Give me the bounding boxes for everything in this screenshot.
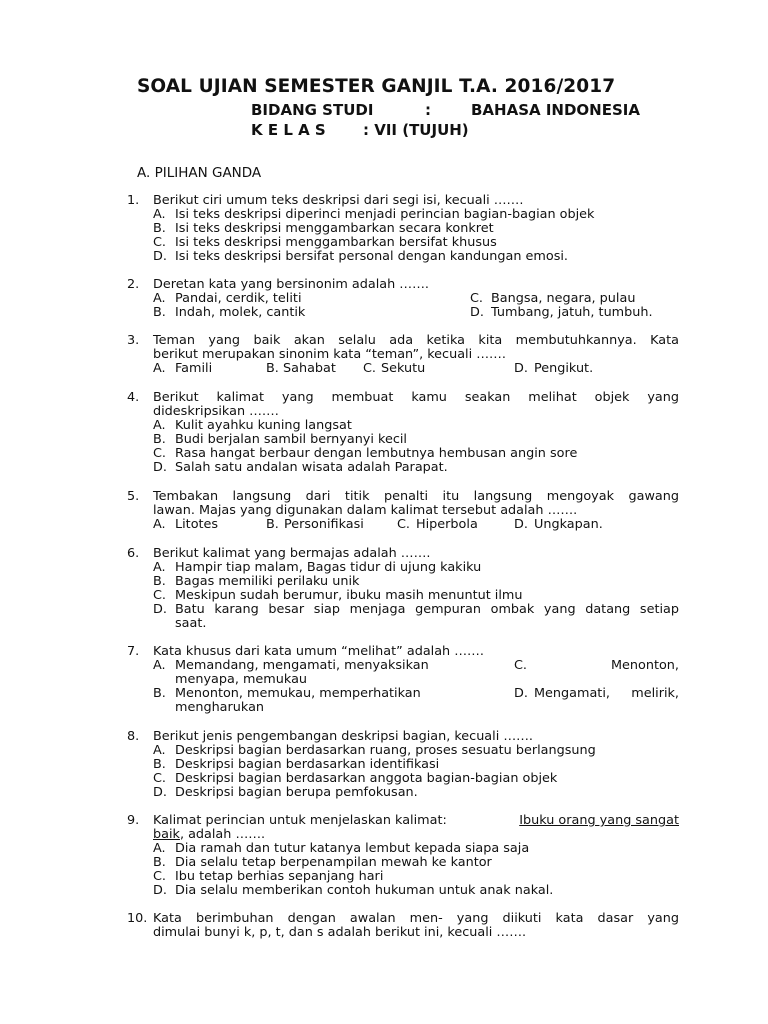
option-c: Bangsa, negara, pulau <box>491 291 636 306</box>
class-value: : VII (TUJUH) <box>363 121 469 139</box>
question-text-cont: lawan. Majas yang digunakan dalam kalimat tersebut adalah ……. <box>153 503 578 518</box>
question-text: Deretan kata yang bersinonim adalah ……. <box>153 277 429 292</box>
option-a: Memandang, mengamati, menyaksikan <box>175 658 429 673</box>
option-b-cont: mengharukan <box>175 700 265 715</box>
option-d-letter: D. <box>514 517 528 532</box>
subject-value: BAHASA INDONESIA <box>471 101 640 119</box>
option-a: Famili <box>175 361 213 376</box>
option-a: A. Kulit ayahku kuning langsat <box>153 418 352 433</box>
question-number: 8. <box>127 729 140 744</box>
option-d: Ungkapan. <box>534 517 603 532</box>
option-c: C. Ibu tetap berhias sepanjang hari <box>153 869 384 884</box>
option-c: C. Meskipun sudah berumur, ibuku masih menuntut ilmu <box>153 588 523 603</box>
option-a: A. Dia ramah dan tutur katanya lembut kepada siapa saja <box>153 841 530 856</box>
question-text-cont: dideskripsikan ……. <box>153 404 279 419</box>
question-number: 10. <box>127 911 148 926</box>
option-c: Menonton, <box>611 658 679 673</box>
question-text: Berikut ciri umum teks deskripsi dari segi isi, kecuali ……. <box>153 193 524 208</box>
option-c-letter: C. <box>397 517 411 532</box>
option-b: B. Deskripsi bagian berdasarkan identifikasi <box>153 757 440 772</box>
option-c: Hiperbola <box>416 517 478 532</box>
question-10 <box>127 912 679 940</box>
option-b: Menonton, memukau, memperhatikan <box>175 686 421 701</box>
option-b: Indah, molek, cantik <box>175 305 306 320</box>
question-1 <box>127 194 679 264</box>
question-text: Teman yang baik akan selalu ada ketika kita membutuhkannya. Kata <box>153 333 679 348</box>
subject-label: BIDANG STUDI <box>251 101 374 119</box>
option-c: C. Rasa hangat berbaur dengan lembutnya hembusan angin sore <box>153 446 578 461</box>
class-label: K E L A S <box>251 121 326 139</box>
question-5 <box>127 490 679 532</box>
option-a-letter: A. <box>153 291 166 306</box>
option-a-cont: menyapa, memukau <box>175 672 308 687</box>
question-number: 7. <box>127 644 140 659</box>
question-9 <box>127 814 679 898</box>
option-d: D. Batu karang besar siap menjaga gempuran ombak yang datang setiap <box>153 602 679 617</box>
option-d: Mengamati, melirik, <box>534 686 679 701</box>
question-text: Kalimat perincian untuk menjelaskan kalimat: <box>153 813 447 828</box>
option-c: Sekutu <box>381 361 426 376</box>
option-d-letter: D. <box>470 305 484 320</box>
option-b: Personifikasi <box>284 517 364 532</box>
option-c: C. Deskripsi bagian berdasarkan anggota bagian-bagian objek <box>153 771 558 786</box>
option-a-letter: A. <box>153 658 166 673</box>
option-d: Pengikut. <box>534 361 594 376</box>
section-title: A. PILIHAN GANDA <box>137 165 262 181</box>
option-a: A. Isi teks deskripsi diperinci menjadi perincian bagian-bagian objek <box>153 207 595 222</box>
underlined-sentence: Ibuku orang yang sangat <box>519 813 679 828</box>
question-3 <box>127 334 679 376</box>
option-d: Tumbang, jatuh, tumbuh. <box>491 305 653 320</box>
option-c-letter: C. <box>514 658 528 673</box>
question-8 <box>127 730 679 800</box>
question-number: 2. <box>127 277 140 292</box>
question-text-cont: , adalah ……. <box>179 827 266 842</box>
option-c-letter: C. <box>470 291 484 306</box>
question-number: 9. <box>127 813 140 828</box>
question-4 <box>127 391 679 475</box>
option-b-letter: B. <box>153 686 166 701</box>
option-b-letter: B. <box>266 361 279 376</box>
question-text: Berikut kalimat yang membuat kamu seakan melihat objek yang <box>153 390 679 405</box>
question-6 <box>127 547 679 631</box>
question-text: Berikut kalimat yang bermajas adalah ……. <box>153 546 431 561</box>
option-b: B. Isi teks deskripsi menggambarkan secara konkret <box>153 221 494 236</box>
option-d-cont: saat. <box>175 616 207 631</box>
option-a-letter: A. <box>153 361 166 376</box>
question-text: Tembakan langsung dari titik penalti itu langsung mengoyak gawang <box>153 489 679 504</box>
option-a: Pandai, cerdik, teliti <box>175 291 302 306</box>
subject-separator: : <box>425 101 431 119</box>
option-d: D. Isi teks deskripsi bersifat personal dengan kandungan emosi. <box>153 249 568 264</box>
question-number: 5. <box>127 489 140 504</box>
question-7 <box>127 645 679 715</box>
option-b: B. Budi berjalan sambil bernyanyi kecil <box>153 432 407 447</box>
question-number: 4. <box>127 390 140 405</box>
option-d-letter: D. <box>514 361 528 376</box>
question-number: 3. <box>127 333 140 348</box>
option-a-letter: A. <box>153 517 166 532</box>
question-text-cont: berikut merupakan sinonim kata “teman”, kecuali ……. <box>153 347 506 362</box>
question-number: 6. <box>127 546 140 561</box>
option-c-letter: C. <box>363 361 377 376</box>
option-b: B. Dia selalu tetap berpenampilan mewah ke kantor <box>153 855 492 870</box>
option-a: Litotes <box>175 517 219 532</box>
option-b-letter: B. <box>266 517 279 532</box>
exam-title: SOAL UJIAN SEMESTER GANJIL T.A. 2016/2017 <box>137 76 616 97</box>
option-d-letter: D. <box>514 686 528 701</box>
option-b: B. Bagas memiliki perilaku unik <box>153 574 360 589</box>
option-d: D. Salah satu andalan wisata adalah Parapat. <box>153 460 448 475</box>
option-b-letter: B. <box>153 305 166 320</box>
question-text: Kata berimbuhan dengan awalan men- yang diikuti kata dasar yang <box>153 911 679 926</box>
question-text: Kata khusus dari kata umum “melihat” adalah ……. <box>153 644 484 659</box>
question-2 <box>127 278 679 320</box>
option-c: C. Isi teks deskripsi menggambarkan bersifat khusus <box>153 235 497 250</box>
option-b: Sahabat <box>283 361 336 376</box>
option-d: D. Dia selalu memberikan contoh hukuman untuk anak nakal. <box>153 883 554 898</box>
option-a: A. Deskripsi bagian berdasarkan ruang, proses sesuatu berlangsung <box>153 743 596 758</box>
question-text-cont: dimulai bunyi k, p, t, dan s adalah berikut ini, kecuali ……. <box>153 925 527 940</box>
option-d: D. Deskripsi bagian berupa pemfokusan. <box>153 785 418 800</box>
option-a: A. Hampir tiap malam, Bagas tidur di ujung kakiku <box>153 560 482 575</box>
underlined-sentence-end: baik <box>153 827 180 842</box>
question-text: Berikut jenis pengembangan deskripsi bagian, kecuali ……. <box>153 729 533 744</box>
question-number: 1. <box>127 193 140 208</box>
